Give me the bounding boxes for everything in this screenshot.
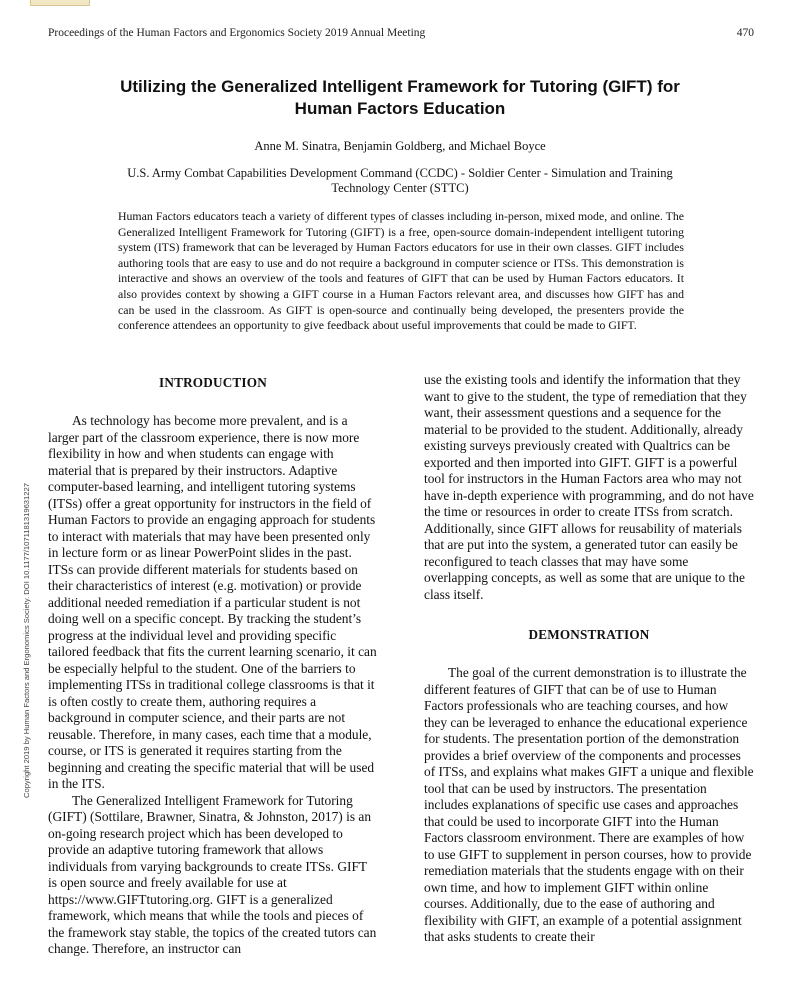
left-column	[48, 372, 378, 958]
right-column	[424, 372, 754, 946]
corner-tab-mark	[30, 0, 90, 6]
affiliation: U.S. Army Combat Capabilities Development Command (CCDC) - Soldier Center - Simulation and Training Technology Center (STTC)	[127, 166, 673, 195]
demonstration-heading: DEMONSTRATION	[528, 627, 650, 642]
introduction-paragraph-1: As technology has become more prevalent, and is a larger part of the classroom experience, there is now more flexibility in how and when students can engage with material that is prepared by their instructors. Adaptive computer-based learning, and intelligent tutoring systems (ITSs) offer a great opportunity for instructors in the field of Human Factors to provide an engaging approach for students to interact with materials that may have been presented only in lecture form or as linear PowerPoint slides in the past. ITSs can provide different materials for students based on their characteristics of interest (e.g. motivation) or provide additional needed remediation if a particular student is not doing well on a specific concept. By tracking the student’s progress at the individual level and providing specific tailored feedback that fits the current learning scenario, it can be especially helpful to the student. One of the barriers to implementing ITSs in traditional college classrooms is that it is often costly to create them, authoring requires a background in computer science, and their parts are not reusable. Therefore, in many cases, each time that a module, course, or ITS is generated it requires starting from the beginning and creating the specific material that will be used in the ITS.	[48, 413, 377, 791]
author-list: Anne M. Sinatra, Benjamin Goldberg, and Michael Boyce	[254, 139, 546, 153]
introduction-heading: INTRODUCTION	[159, 375, 267, 390]
page-number: 470	[736, 27, 754, 39]
demonstration-paragraph-1: The goal of the current demonstration is to illustrate the different features of GIFT that can be of use to Human Factors professionals who are teaching courses, and how they can be leveraged to enhance the educational experience for students. The presentation portion of the demonstration provides a brief overview of the components and processes of ITSs, and explains what makes GIFT a unique and flexible tool that can be used by instructors. The presentation includes explanations of specific use cases and approaches that could be used to incorporate GIFT into the Human Factors classroom environment. There are examples of how to use GIFT to supplement in person courses, how to provide remediation materials that the students engage with on their own time, and how to implement GIFT within online courses. Additionally, due to the ease of authoring and flexibility with GIFT, an example of a potential assignment that asks students to create their	[424, 665, 754, 944]
running-head: Proceedings of the Human Factors and Ergonomics Society 2019 Annual Meeting	[48, 27, 426, 39]
introduction-paragraph-2: The Generalized Intelligent Framework for Tutoring (GIFT) (Sottilare, Brawner, Sinatra, & Johnston, 2017) is an on-going research project which has been developed to provide an adaptive tutoring framework that allows individuals from varying backgrounds to create ITSs. GIFT is open source and freely available for use at https://www.GIFTtutoring.org. GIFT is a generalized framework, which means that while the tools and pieces of the framework stay stable, the topics of the created tutors can change. Therefore, an instructor can	[48, 792, 377, 956]
copyright-sidebar: Copyright 2019 by Human Factors and Ergonomics Society. DOI 10.1177/1071181319631227	[22, 483, 31, 798]
introduction-continuation: use the existing tools and identify the information that they want to give to the student, the type of remediation that they want, their assessment questions and a sequence for the material to be provided to the student. Additionally, already existing surveys previously created with Qualtrics can be exported and then imported into GIFT. GIFT is a powerful tool for instructors in the Human Factors area who may not have in-depth experience with programming, and do not have the time or resources in order to create ITSs from scratch. Additionally, since GIFT allows for reusability of materials that are put into the system, a generated tutor can easily be reconfigured to teach classes that may have some overlapping concepts, as well as some that are unique to the class itself.	[424, 372, 754, 602]
abstract: Human Factors educators teach a variety of different types of classes including in-person, mixed mode, and online. The Generalized Intelligent Framework for Tutoring (GIFT) is a free, open-source domain-independent intelligent tutoring system (ITS) framework that can be leveraged by Human Factors educators for use in their own classes. GIFT includes authoring tools that are easy to use and do not require a background in computer science or ITSs. This demonstration is interactive and shows an overview of the tools and features of GIFT that can be used by Human Factors educators. It also provides context by showing a GIFT course in a Human Factors relevant area, and discusses how GIFT has and can be used in the classroom. As GIFT is open-source and continually being developed, the presenters provide the conference attendees an opportunity to give feedback about useful improvements that could be made to GIFT.	[118, 209, 684, 333]
paper-title: Utilizing the Generalized Intelligent Framework for Tutoring (GIFT) for Human Factors Education	[120, 77, 680, 118]
